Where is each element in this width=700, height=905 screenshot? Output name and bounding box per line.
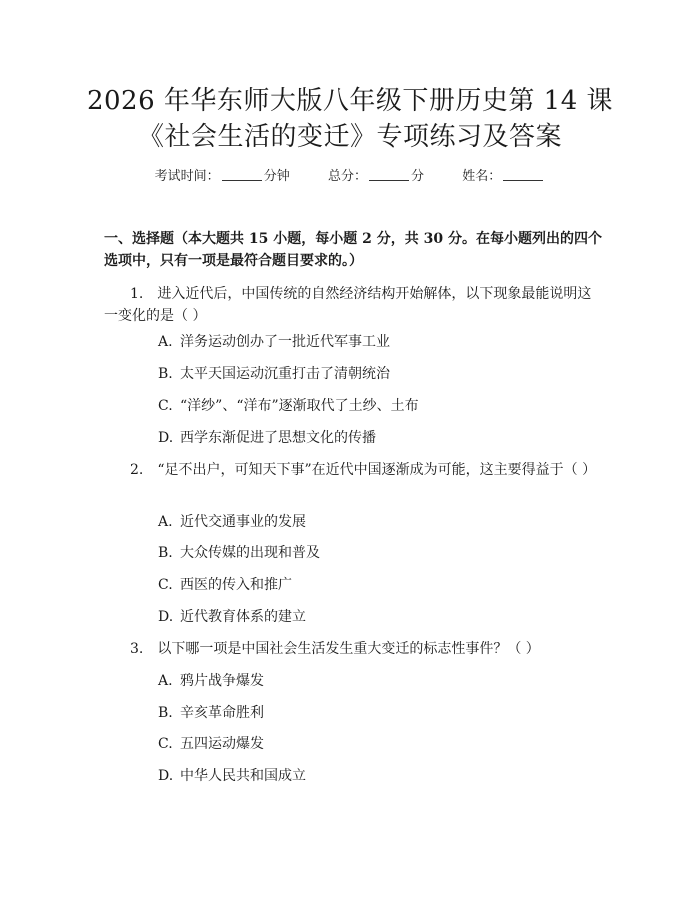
option-2a	[158, 512, 306, 532]
option-text: 近代交通事业的发展	[180, 514, 306, 530]
option-text: 辛亥革命胜利	[180, 705, 264, 721]
option-letter: A.	[158, 514, 173, 530]
option-2c	[158, 575, 292, 595]
option-3c	[158, 734, 264, 754]
option-1b	[158, 364, 390, 384]
score-label: 总分：	[327, 169, 367, 184]
option-3a	[158, 671, 264, 691]
option-text: 中华人民共和国成立	[180, 768, 306, 784]
option-3b	[158, 703, 264, 723]
option-text: 近代教育体系的建立	[180, 609, 306, 625]
document-title-line-1: 2026 年华东师大版八年级下册历史第 14 课	[86, 86, 614, 116]
question-number: 2.	[130, 462, 144, 478]
option-text: 西医的传入和推广	[180, 577, 292, 593]
document-title-line-2: 《社会生活的变迁》专项练习及答案	[137, 122, 562, 152]
option-text: 太平天国运动沉重打击了清朝统治	[180, 366, 390, 382]
time-unit: 分钟	[263, 169, 290, 184]
option-text: “洋纱”、“洋布”逐渐取代了土纱、土布	[180, 398, 419, 414]
option-text: 洋务运动创办了一批近代军事工业	[180, 334, 390, 350]
name-label: 姓名：	[462, 169, 502, 184]
option-letter: D.	[158, 768, 174, 784]
name-blank	[503, 167, 543, 181]
section-heading: 一、选择题（本大题共 15 小题，每小题 2 分，共 30 分。在每小题列出的四个选项中，只有一项是最符合题目要求的。）	[104, 231, 602, 269]
option-text: 五四运动爆发	[180, 736, 264, 752]
exam-meta	[0, 167, 700, 187]
option-letter: A.	[158, 673, 173, 689]
option-letter: C.	[158, 736, 173, 752]
question-2	[104, 459, 600, 481]
option-text: 鸦片战争爆发	[180, 673, 264, 689]
question-3	[104, 638, 600, 660]
score-blank	[369, 167, 409, 181]
time-blank	[222, 167, 262, 181]
option-1a	[158, 332, 390, 352]
option-1d	[158, 428, 376, 448]
question-number: 3.	[130, 641, 144, 657]
option-text: 大众传媒的出现和普及	[180, 545, 320, 561]
question-number: 1.	[130, 286, 144, 302]
question-text: 进入近代后，中国传统的自然经济结构开始解体，以下现象最能说明这一变化的是（ ）	[104, 286, 592, 324]
option-letter: A.	[158, 334, 173, 350]
option-text: 西学东渐促进了思想文化的传播	[180, 430, 376, 446]
question-1	[104, 283, 600, 327]
option-letter: D.	[158, 430, 174, 446]
option-letter: C.	[158, 398, 173, 414]
question-text: 以下哪一项是中国社会生活发生重大变迁的标志性事件？（ ）	[157, 641, 540, 657]
option-letter: C.	[158, 577, 173, 593]
option-3d	[158, 766, 306, 786]
option-letter: B.	[158, 705, 173, 721]
option-1c	[158, 396, 419, 416]
score-unit: 分	[411, 169, 425, 184]
question-text: “足不出户，可知天下事”在近代中国逐渐成为可能，这主要得益于（ ）	[157, 462, 597, 478]
option-2b	[158, 543, 320, 563]
time-label: 考试时间：	[154, 169, 220, 184]
option-letter: D.	[158, 609, 174, 625]
option-letter: B.	[158, 366, 173, 382]
option-letter: B.	[158, 545, 173, 561]
option-2d	[158, 607, 306, 627]
